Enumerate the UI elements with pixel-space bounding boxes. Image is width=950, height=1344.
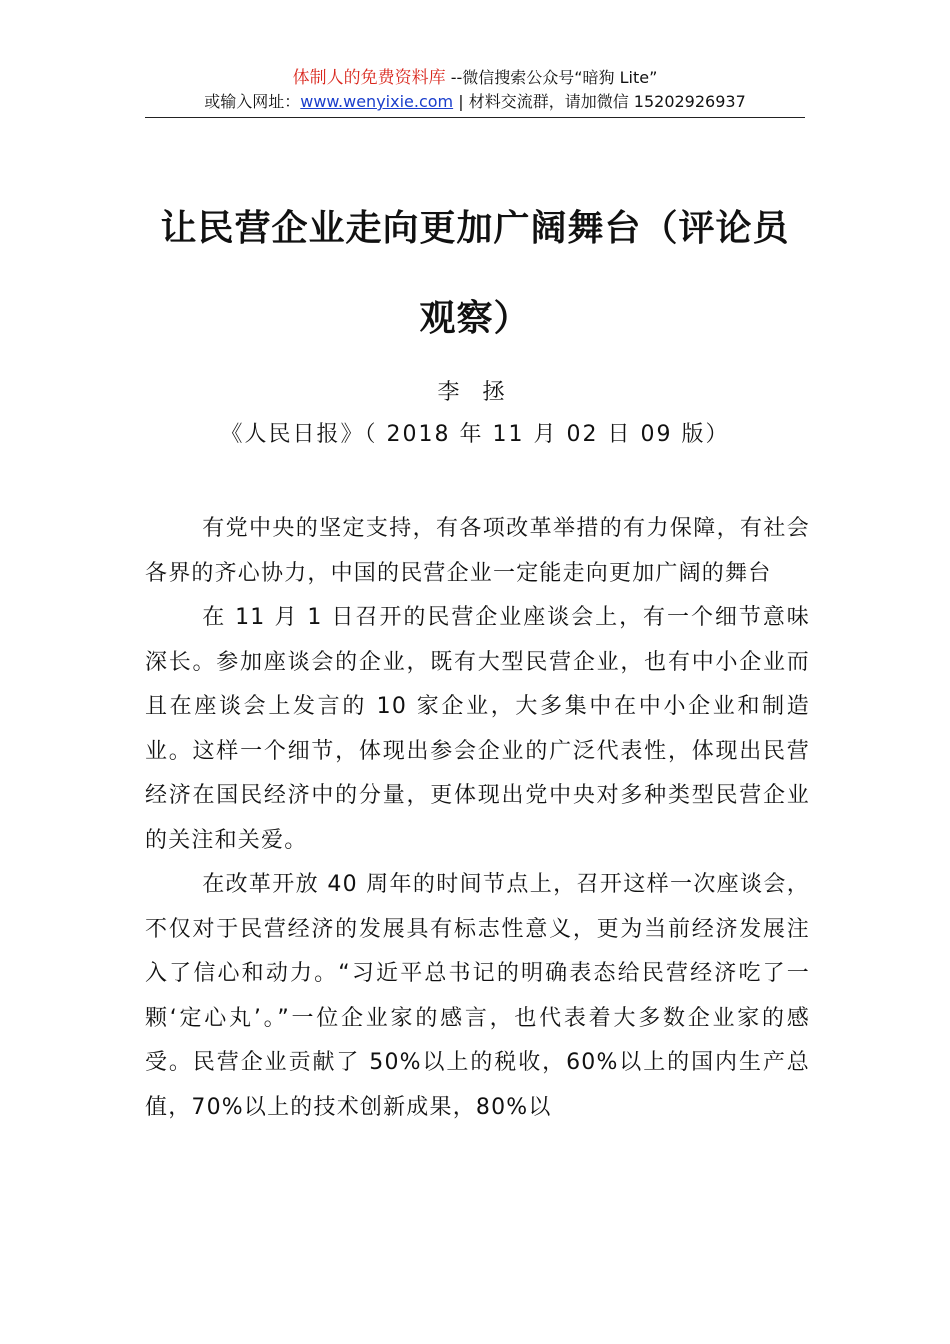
paragraph: 有党中央的坚定支持，有各项改革举措的有力保障，有社会各界的齐心协力，中国的民营企业一定能走向更加广阔的舞台 — [145, 516, 810, 586]
header-line-2 — [145, 90, 805, 114]
website-link[interactable]: www.wenyixie.com — [300, 92, 454, 111]
article-author: 李 拯 — [437, 380, 513, 405]
article-body — [145, 507, 810, 1130]
article-title: 让民营企业走向更加广阔舞台（评论员观察） — [160, 207, 790, 339]
header-divider — [145, 117, 805, 118]
brand-name: 体制人的免费资料库 — [292, 68, 446, 88]
article-source: 《人民日报》（ 2018 年 11 月 02 日 09 版） — [220, 422, 730, 447]
paragraph: 在 11 月 1 日召开的民营企业座谈会上，有一个细节意味深长。参加座谈会的企业，既有大型民营企业，也有中小企业而且在座谈会上发言的 10 家企业，大多集中在中小企业和制造业。这样一个细节，体现出参会企业的广泛代表性，体现出民营经济在国民经济中的分量，更体现出党中央对多种类型民营企业的关注和关爱。 — [145, 605, 810, 853]
header-line-1 — [145, 66, 805, 90]
paragraph: 在改革开放 40 周年的时间节点上，召开这样一次座谈会，不仅对于民营经济的发展具有标志性意义，更为当前经济发展注入了信心和动力。“习近平总书记的明确表态给民营经济吃了一颗‘定心丸’。”一位企业家的感言，也代表着大多数企业家的感受。民营企业贡献了 50%以上的税收，60%以上的国内生产总值，70%以上的技术创新成果，80%以 — [145, 872, 810, 1120]
contact-info: | 材料交流群，请加微信 15202926937 — [453, 92, 746, 111]
document-header — [145, 66, 805, 114]
url-prefix: 或输入网址： — [204, 92, 301, 111]
wechat-slogan: --微信搜索公众号“暗狗 Lite” — [445, 68, 658, 87]
